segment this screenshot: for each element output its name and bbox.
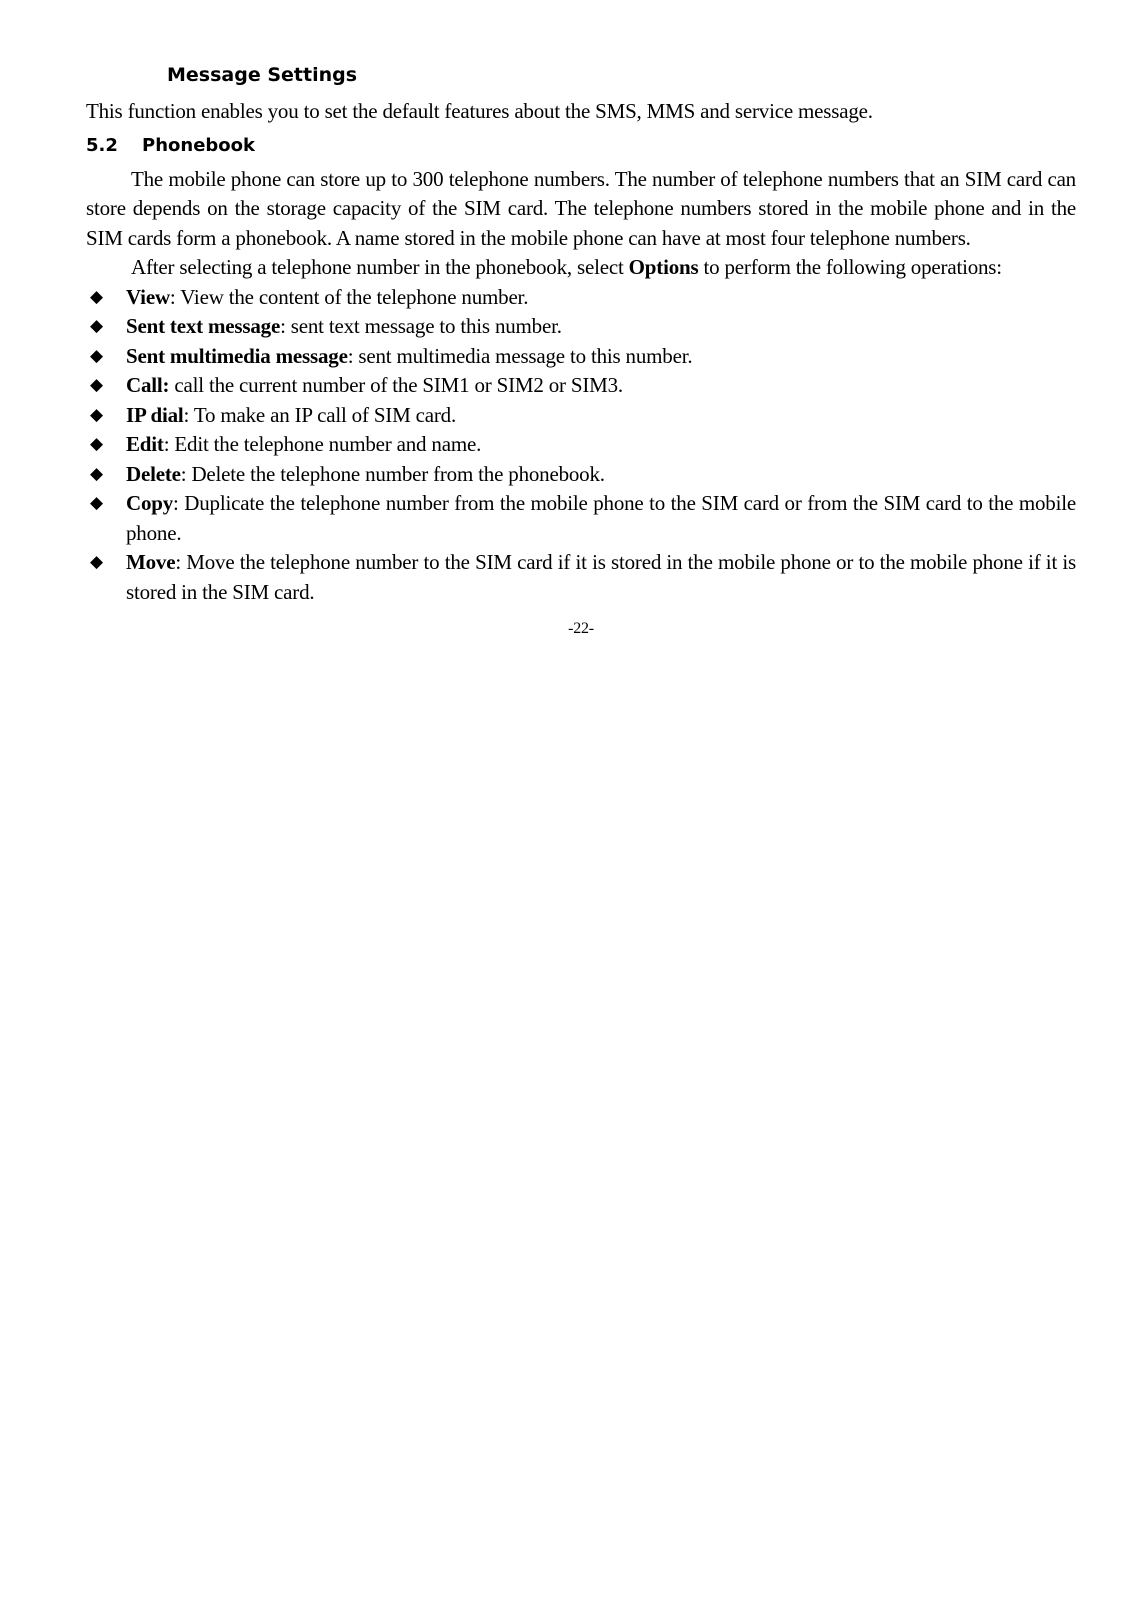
item-term: Call: [126,373,170,397]
diamond-bullet-icon: ◆ [90,375,103,395]
item-term: Edit [126,432,164,456]
options-text-after: to perform the following operations: [698,255,1002,279]
options-text-before: After selecting a telephone number in the phonebook, select [131,255,629,279]
item-term: Delete [126,461,181,486]
diamond-bullet-icon: ◆ [90,463,103,484]
item-term: Copy [126,491,174,515]
document-page [86,60,1076,639]
diamond-bullet-icon: ◆ [90,286,103,307]
section-heading [86,131,1076,161]
item-description: View the content of the telephone number. [175,284,529,309]
list-item [86,460,1076,490]
item-separator: : [163,432,170,456]
diamond-bullet-icon: ◆ [90,552,103,572]
list-item [86,548,1076,607]
item-term: Sent text message [126,314,281,338]
options-keyword: Options [628,255,699,279]
item-description: sent text message to this number. [285,314,562,338]
page-number: -22- [568,620,594,637]
item-description: Edit the telephone number and name. [169,432,482,456]
options-paragraph [86,253,1076,283]
item-description: Move the telephone number to the SIM card if it is stored in the mobile phone or to the mobile phone if it is stored in the SIM card. [126,550,1076,604]
list-item [86,401,1076,431]
list-item [86,430,1076,460]
list-item [86,489,1076,548]
item-term: IP dial [126,402,184,427]
item-separator: : [183,402,190,427]
diamond-bullet-icon: ◆ [90,404,103,425]
list-item [86,371,1076,401]
item-separator: : [175,550,181,574]
section-number: 5.2 [86,134,118,156]
list-item [86,342,1076,372]
item-description: To make an IP call of SIM card. [189,402,456,427]
intro-paragraph: This function enables you to set the default features about the SMS, MMS and service message. [86,99,873,123]
item-description: call the current number of the SIM1 or SIM2 or SIM3. [169,373,623,397]
diamond-bullet-icon: ◆ [90,345,103,366]
item-description: Delete the telephone number from the phonebook. [186,461,605,486]
section-title: Phonebook [142,134,255,156]
item-separator: : [173,491,179,515]
diamond-bullet-icon: ◆ [90,434,103,454]
item-term: Move [126,550,176,574]
list-item [86,283,1076,313]
item-description: Duplicate the telephone number from the mobile phone to the SIM card or from the SIM card to the mobile phone. [126,491,1076,545]
item-description: sent multimedia message to this number. [353,343,693,368]
message-settings-heading: Message Settings [167,64,358,86]
list-item [86,312,1076,342]
phonebook-paragraph: The mobile phone can store up to 300 telephone numbers. The number of telephone numbers that an SIM card can store depends on the storage capacity of the SIM card. The telephone numbers stored in the mobile phone and in the SIM cards form a phonebook. A name stored in the mobile phone can have at most four telephone numbers. [86,166,1076,250]
item-term: Sent multimedia message [126,343,348,368]
diamond-bullet-icon: ◆ [90,493,103,513]
item-separator: : [169,284,176,309]
operations-list [86,283,1076,608]
item-separator: : [280,314,286,338]
item-separator: : [347,343,354,368]
diamond-bullet-icon: ◆ [90,316,103,336]
item-term: View [126,284,170,309]
item-separator: : [180,461,187,486]
